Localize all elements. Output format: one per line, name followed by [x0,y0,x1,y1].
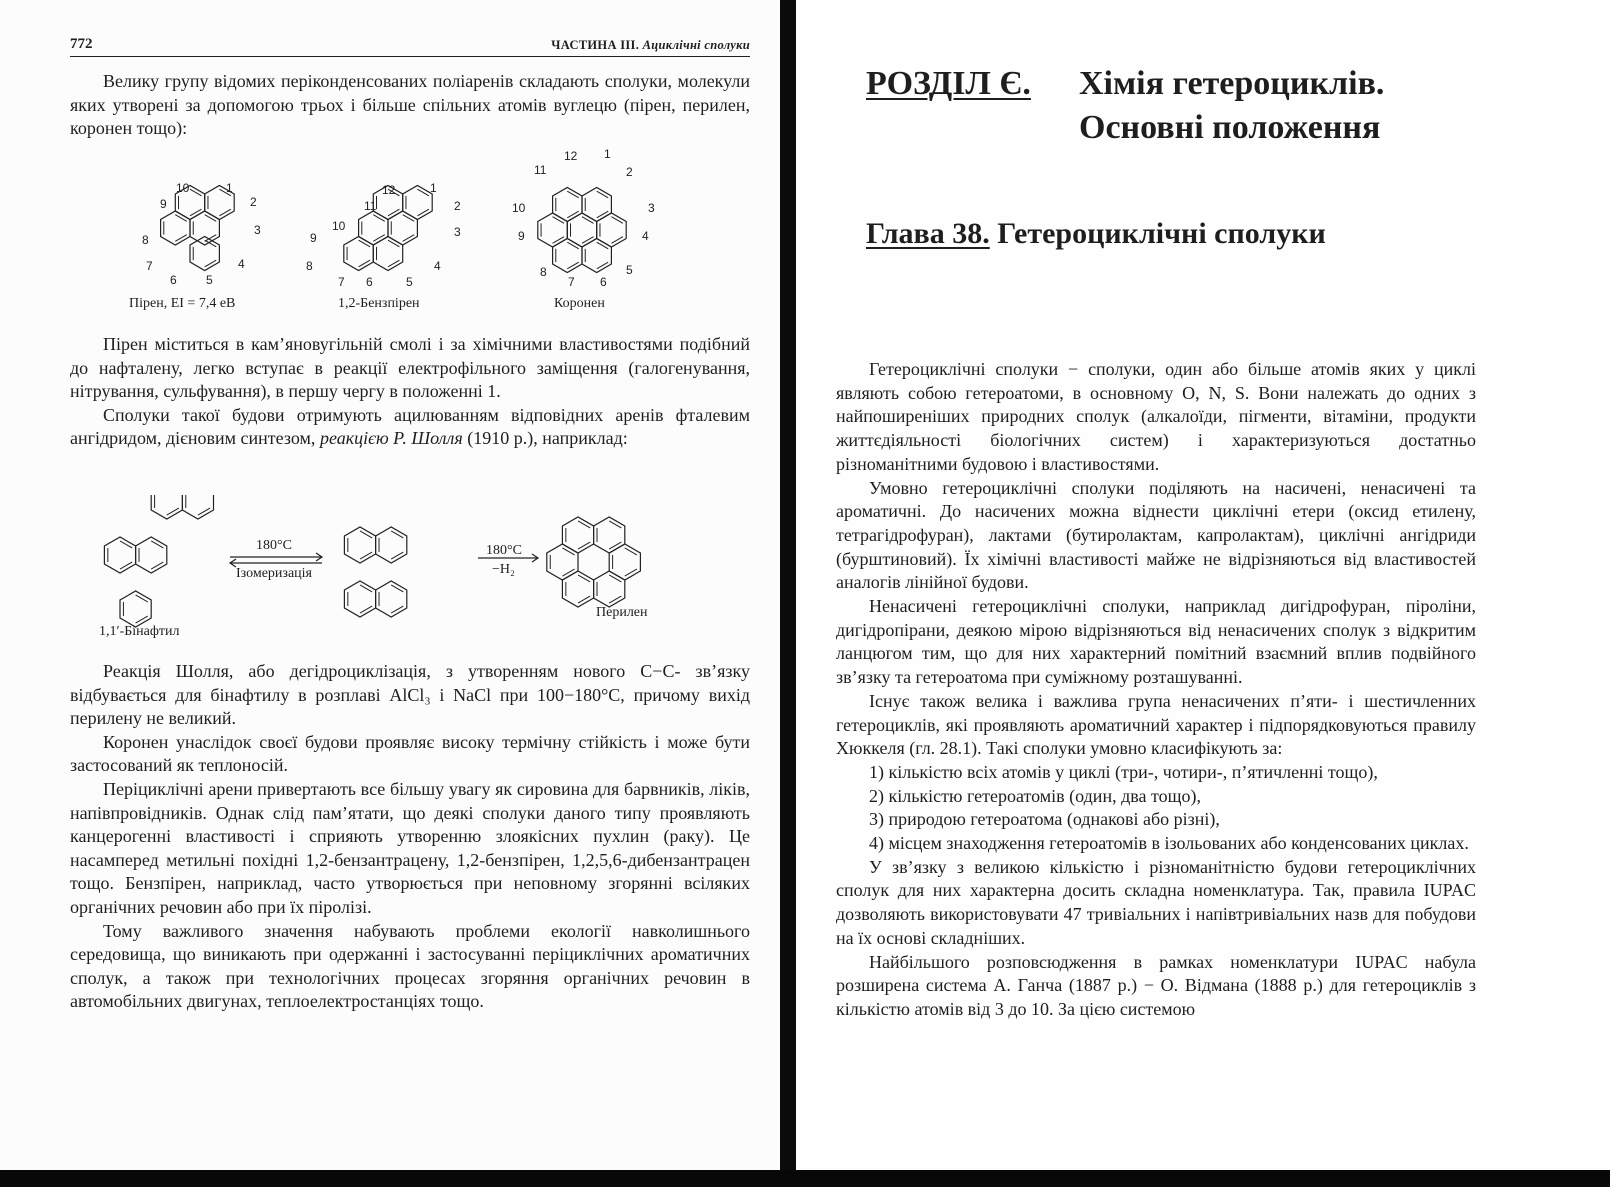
benzene-ring [373,237,402,271]
benzene-ring [562,571,593,607]
atom-number: 11 [534,163,547,177]
benzene-ring [104,537,135,573]
paragraph: Найбільшого розповсюдження в рамках номенклатури IUPAC набула розширена система А. Ганча (1887 р.) − О. Відмана (1888 р.) для гетероциклів з кількістю атомів від 3 до 10. За цією системою [836,951,1476,1019]
paragraph: Тому важливого значення набувають проблеми екології навколишнього середовища, що виникають при одержанні і застосуванні періциклічних ароматичних сполук, а також при технологічних процесах згоряння органічних речовин в автомобільних двигунах, теплоелектростанціях тощо. [70,920,750,1012]
benzpyrene-caption: 1,2-Бензпірен [338,296,420,311]
running-head [70,36,750,57]
binaphthyl-label: 1,1′-Бінафтил [99,624,180,639]
page-number: 772 [70,36,93,52]
list-item: 2) кількістю гетероатомів (один, два тощо), [869,785,1201,806]
atom-number: 9 [310,231,317,245]
benzene-ring [547,544,578,580]
benzene-ring [344,581,375,617]
benzene-ring [359,211,388,245]
arrow2-bottom-label: −H₂ [492,562,515,577]
benzpyrene-structure [344,186,432,271]
paragraph: Ненасичені гетероциклічні сполуки, наприклад дигідрофуран, піроліни, дигідропірани, деякою мірою відрізняються від ненасичених сполук з відкритим ланцюгом тим, що для них характерний помітний взаємний вплив подвійного зв’язку та гетероатома при суміжному розташуванні. [836,596,1476,688]
atom-number: 3 [454,225,461,239]
list-item: 3) природою гетероатома (однакові або різні), [869,809,1220,830]
benzene-ring [594,571,625,607]
atom-number: 5 [406,275,413,289]
paragraph: Умовно гетероциклічні сполуки поділяють на насичені, ненасичені та ароматичні. До насичених можна віднести циклічні етери (оксид етилену, тетрагідрофуран), лактами (бутиролактам, капролактам), циклічні ангідриди (бурштиновий). Їх хімічні властивості майже не відрізняються від властивостей аналогів лінійної будови. [836,477,1476,593]
atom-number: 11 [364,199,377,213]
paragraph: Коронен унаслідок своєї будови проявляє високу термічну стійкість і може бути застосований як теплоносій. [70,731,750,776]
atom-number: 8 [306,259,313,273]
atom-number: 10 [176,181,190,195]
benzene-ring [609,544,640,580]
atom-number: 9 [160,197,167,211]
arrow1-bottom-label: Ізомеризація [236,566,312,581]
atom-number: 2 [626,165,633,179]
atom-number: 2 [250,195,257,209]
benzene-ring [538,213,568,247]
atom-number: 4 [434,259,441,273]
atom-number: 8 [142,233,149,247]
pyrene-structure [161,186,235,271]
benzene-ring [344,527,375,563]
pyrene-caption: Пірен, ЕІ = 7,4 eB [129,296,236,311]
atom-number: 7 [568,275,575,289]
atom-number: 10 [332,219,346,233]
atom-number: 1 [226,181,233,195]
atom-number: 4 [642,229,649,243]
atom-number: 6 [366,275,373,289]
section-title: Хімія гетероциклів. Основні положення [1079,65,1385,146]
benzene-ring [553,239,582,273]
benzene-ring [161,211,190,245]
list-item: 1) кількістю всіх атомів у циклі (три-, чотири-, п’ятичленні тощо), [869,761,1378,782]
benzene-ring [403,186,433,220]
benzene-ring [190,237,219,271]
atom-number: 10 [512,201,526,215]
paragraph-scholl: Сполуки такої будови отримують ацилюванням відповідних аренів фталевим ангідридом, дієновим синтезом, реакцією Р. Шолля (1910 р.), наприклад: [70,404,750,449]
benzene-ring [182,495,213,519]
perylene-label: Перилен [596,605,648,620]
paragraph: Існує також велика і важлива група ненасичених п’яти- і шестичленних гетероциклів, які проявляють ароматичний характер і підпорядковуються правилу Хюккеля (гл. 28.1). Такі сполуки умовно класифікують за: [836,690,1476,759]
atom-number: 7 [146,259,153,273]
benzene-ring [562,517,593,553]
coronene-caption: Коронен [554,296,605,311]
body-paragraph-block [70,660,750,1014]
benzene-ring [151,495,182,519]
scan-bottom-edge [0,1170,1610,1187]
atom-number: 5 [206,273,213,287]
atom-number: 3 [254,223,261,237]
paragraph: Велику групу відомих періконденсованих поліаренів складають сполуки, молекули яких утворені за допомогою трьох і більше спільних атомів вуглецю (пірен, перилен, коронен тощо): [70,71,750,139]
atom-number: 6 [170,273,177,287]
book-spine-shadow [780,0,796,1170]
benzene-ring [344,237,374,271]
atom-number: 2 [454,199,461,213]
atom-number: 1 [430,181,437,195]
chapter-heading: Глава 38. Гетероциклічні сполуки [866,217,1326,250]
atom-number: 4 [238,257,245,271]
benzene-ring [376,527,407,563]
benzene-ring [553,188,582,222]
atom-number: 6 [600,275,607,289]
paragraph: Пірен міститься в кам’яновугільній смолі і за хімічними властивостями подібний до нафталену, легко вступає в реакції електрофільного заміщення (галогенування, нітрування, сульфування), в першу чергу в положенні 1. [70,334,750,402]
benzene-ring [120,591,151,627]
benzene-ring [582,188,611,222]
benzene-ring [594,517,625,553]
coronene-structure [538,188,626,273]
arrow1-top-label: 180°C [256,538,292,553]
benzene-ring [597,213,627,247]
right-body-block [836,358,1476,1022]
benzene-ring [582,239,611,273]
atom-number: 1 [604,148,611,161]
atom-number: 12 [564,149,578,163]
paragraph: У зв’язку з великою кількістю і різноманітністю будови гетероциклічних сполук для них характерна досить складна номенклатура. Так, правила IUPAC дозволяють використовувати 47 тривіальних і напівтривіальних назв для побудови на їх основі складніших. [836,856,1476,948]
intro-paragraph-block [70,70,750,141]
atom-number: 8 [540,265,547,279]
paragraph: Гетероциклічні сполуки − сполуки, один або більше атомів яких у циклі являють собою гетероатоми, в основному О, N, S. Вони належать до одних з найпоширеніших природних сполук (алкалоїди, пігменти, вітаміни, продукти життєдіяльності біологічних систем) і характеризуються достатньо різноманітними будовою і властивостями. [836,359,1476,474]
atom-number: 12 [382,183,396,197]
section-label: РОЗДІЛ Є. [866,65,1031,102]
benzene-ring [388,211,417,245]
paragraph: Реакція Шолля, або дегідроциклізація, з утворенням нового С−С- зв’язку відбувається для бінафтилу в розплаві AlCl₃ і NaCl при 100−180°С, причому вихід перилену не великий. [70,661,750,729]
list-item: 4) місцем знаходження гетероатомів в ізольованих або конденсованих циклах. [869,833,1469,854]
pyrene-paragraph-block [70,333,750,451]
paragraph: Періциклічні арени привертають все більшу увагу як сировина для барвників, ліків, напівпровідників. Однак слід пам’ятати, що деякі сполуки даного типу проявляють канцерогенні властивості і сприяють утворенню злоякісних пухлин (раку). Це насамперед метильні похідні 1,2-бензантрацену, 1,2-бензпірен, 1,2,5,6-дибензантрацен тощо. Бензпірен, наприклад, часто утворюється при неповному згорянні всіляких органічних речовин або при їх піролізі. [70,778,750,917]
benzene-ring [376,581,407,617]
atom-number: 5 [626,263,633,277]
arrow2-top-label: 180°C [486,543,522,558]
atom-number: 9 [518,229,525,243]
running-head-title: ЧАСТИНА III. Ациклічні сполуки [551,38,750,52]
benzene-ring [567,213,596,247]
benzene-ring [136,537,167,573]
benzene-ring [190,211,219,245]
atom-number: 7 [338,275,345,289]
polyarene-structures-figure [120,148,680,308]
atom-number: 3 [648,201,655,215]
